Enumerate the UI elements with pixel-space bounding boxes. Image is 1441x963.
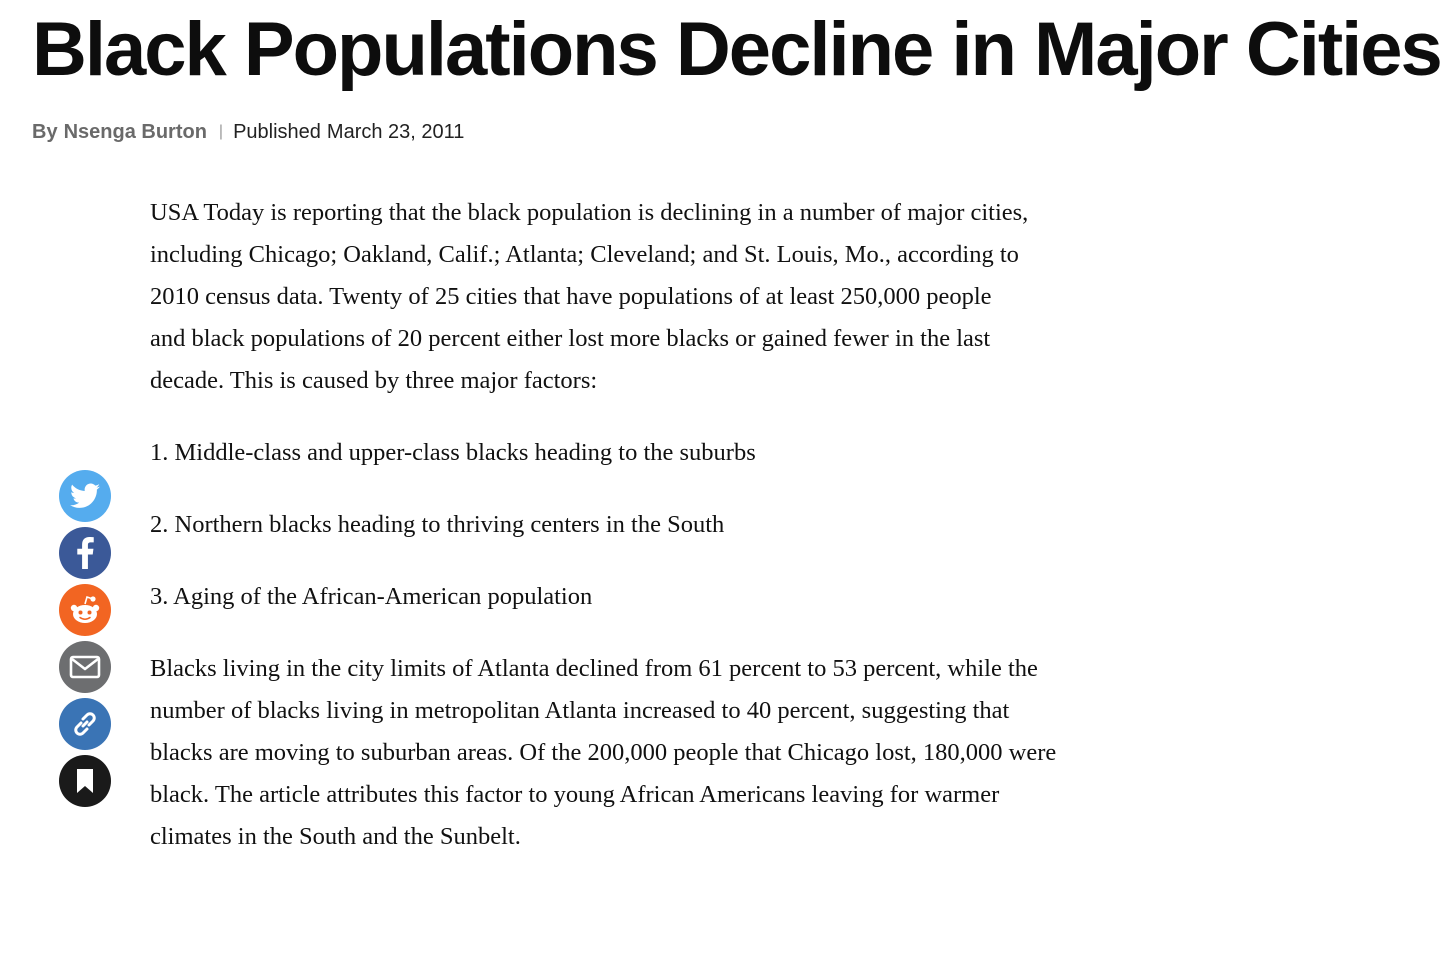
article-body [150, 192, 1065, 858]
bookmark-button[interactable] [59, 755, 111, 807]
copy-link-button[interactable] [59, 698, 111, 750]
envelope-icon [69, 655, 101, 679]
share-bar [59, 470, 113, 812]
published-date: March 23, 2011 [326, 121, 465, 143]
twitter-bird-icon [70, 483, 100, 509]
factor-item: 1. Middle-class and upper-class blacks heading to the suburbs [150, 439, 756, 466]
facebook-f-icon [75, 537, 95, 569]
factor-item: 3. Aging of the African-American population [150, 583, 593, 610]
byline-by-label: By [32, 121, 58, 143]
chain-link-icon [70, 709, 100, 739]
factor-item: 2. Northern blacks heading to thriving centers in the South [150, 511, 725, 538]
email-share-button[interactable] [59, 641, 111, 693]
reddit-alien-icon [67, 594, 103, 626]
article-headline: Black Populations Decline in Major Cities [32, 7, 1441, 92]
closing-paragraph: Blacks living in the city limits of Atlanta declined from 61 percent to 53 percent, while the number of blacks living in metropolitan Atlanta increased to 40 percent, suggesting that blacks are moving to suburban areas. Of the 200,000 people that Chicago lost, 180,000 were black. The article attributes this factor to young African Americans leaving for warmer climates in the South and the Sunbelt. [150, 655, 1057, 850]
twitter-share-button[interactable] [59, 470, 111, 522]
byline-separator: | [218, 123, 224, 140]
reddit-share-button[interactable] [59, 584, 111, 636]
intro-paragraph: USA Today is reporting that the black population is declining in a number of major cities, including Chicago; Oakland, Calif.; Atlanta; Cleveland; and St. Louis, Mo., according to 2010 census data. Twenty of 25 cities that have populations of at least 250,000 people and black populations of 20 percent either lost more blacks or gained fewer in the last decade. This is caused by three major factors: [150, 199, 1029, 394]
byline [32, 120, 464, 144]
bookmark-icon [74, 767, 96, 795]
author-link[interactable]: Nsenga Burton [63, 121, 207, 143]
published-label: Published [233, 121, 321, 143]
facebook-share-button[interactable] [59, 527, 111, 579]
